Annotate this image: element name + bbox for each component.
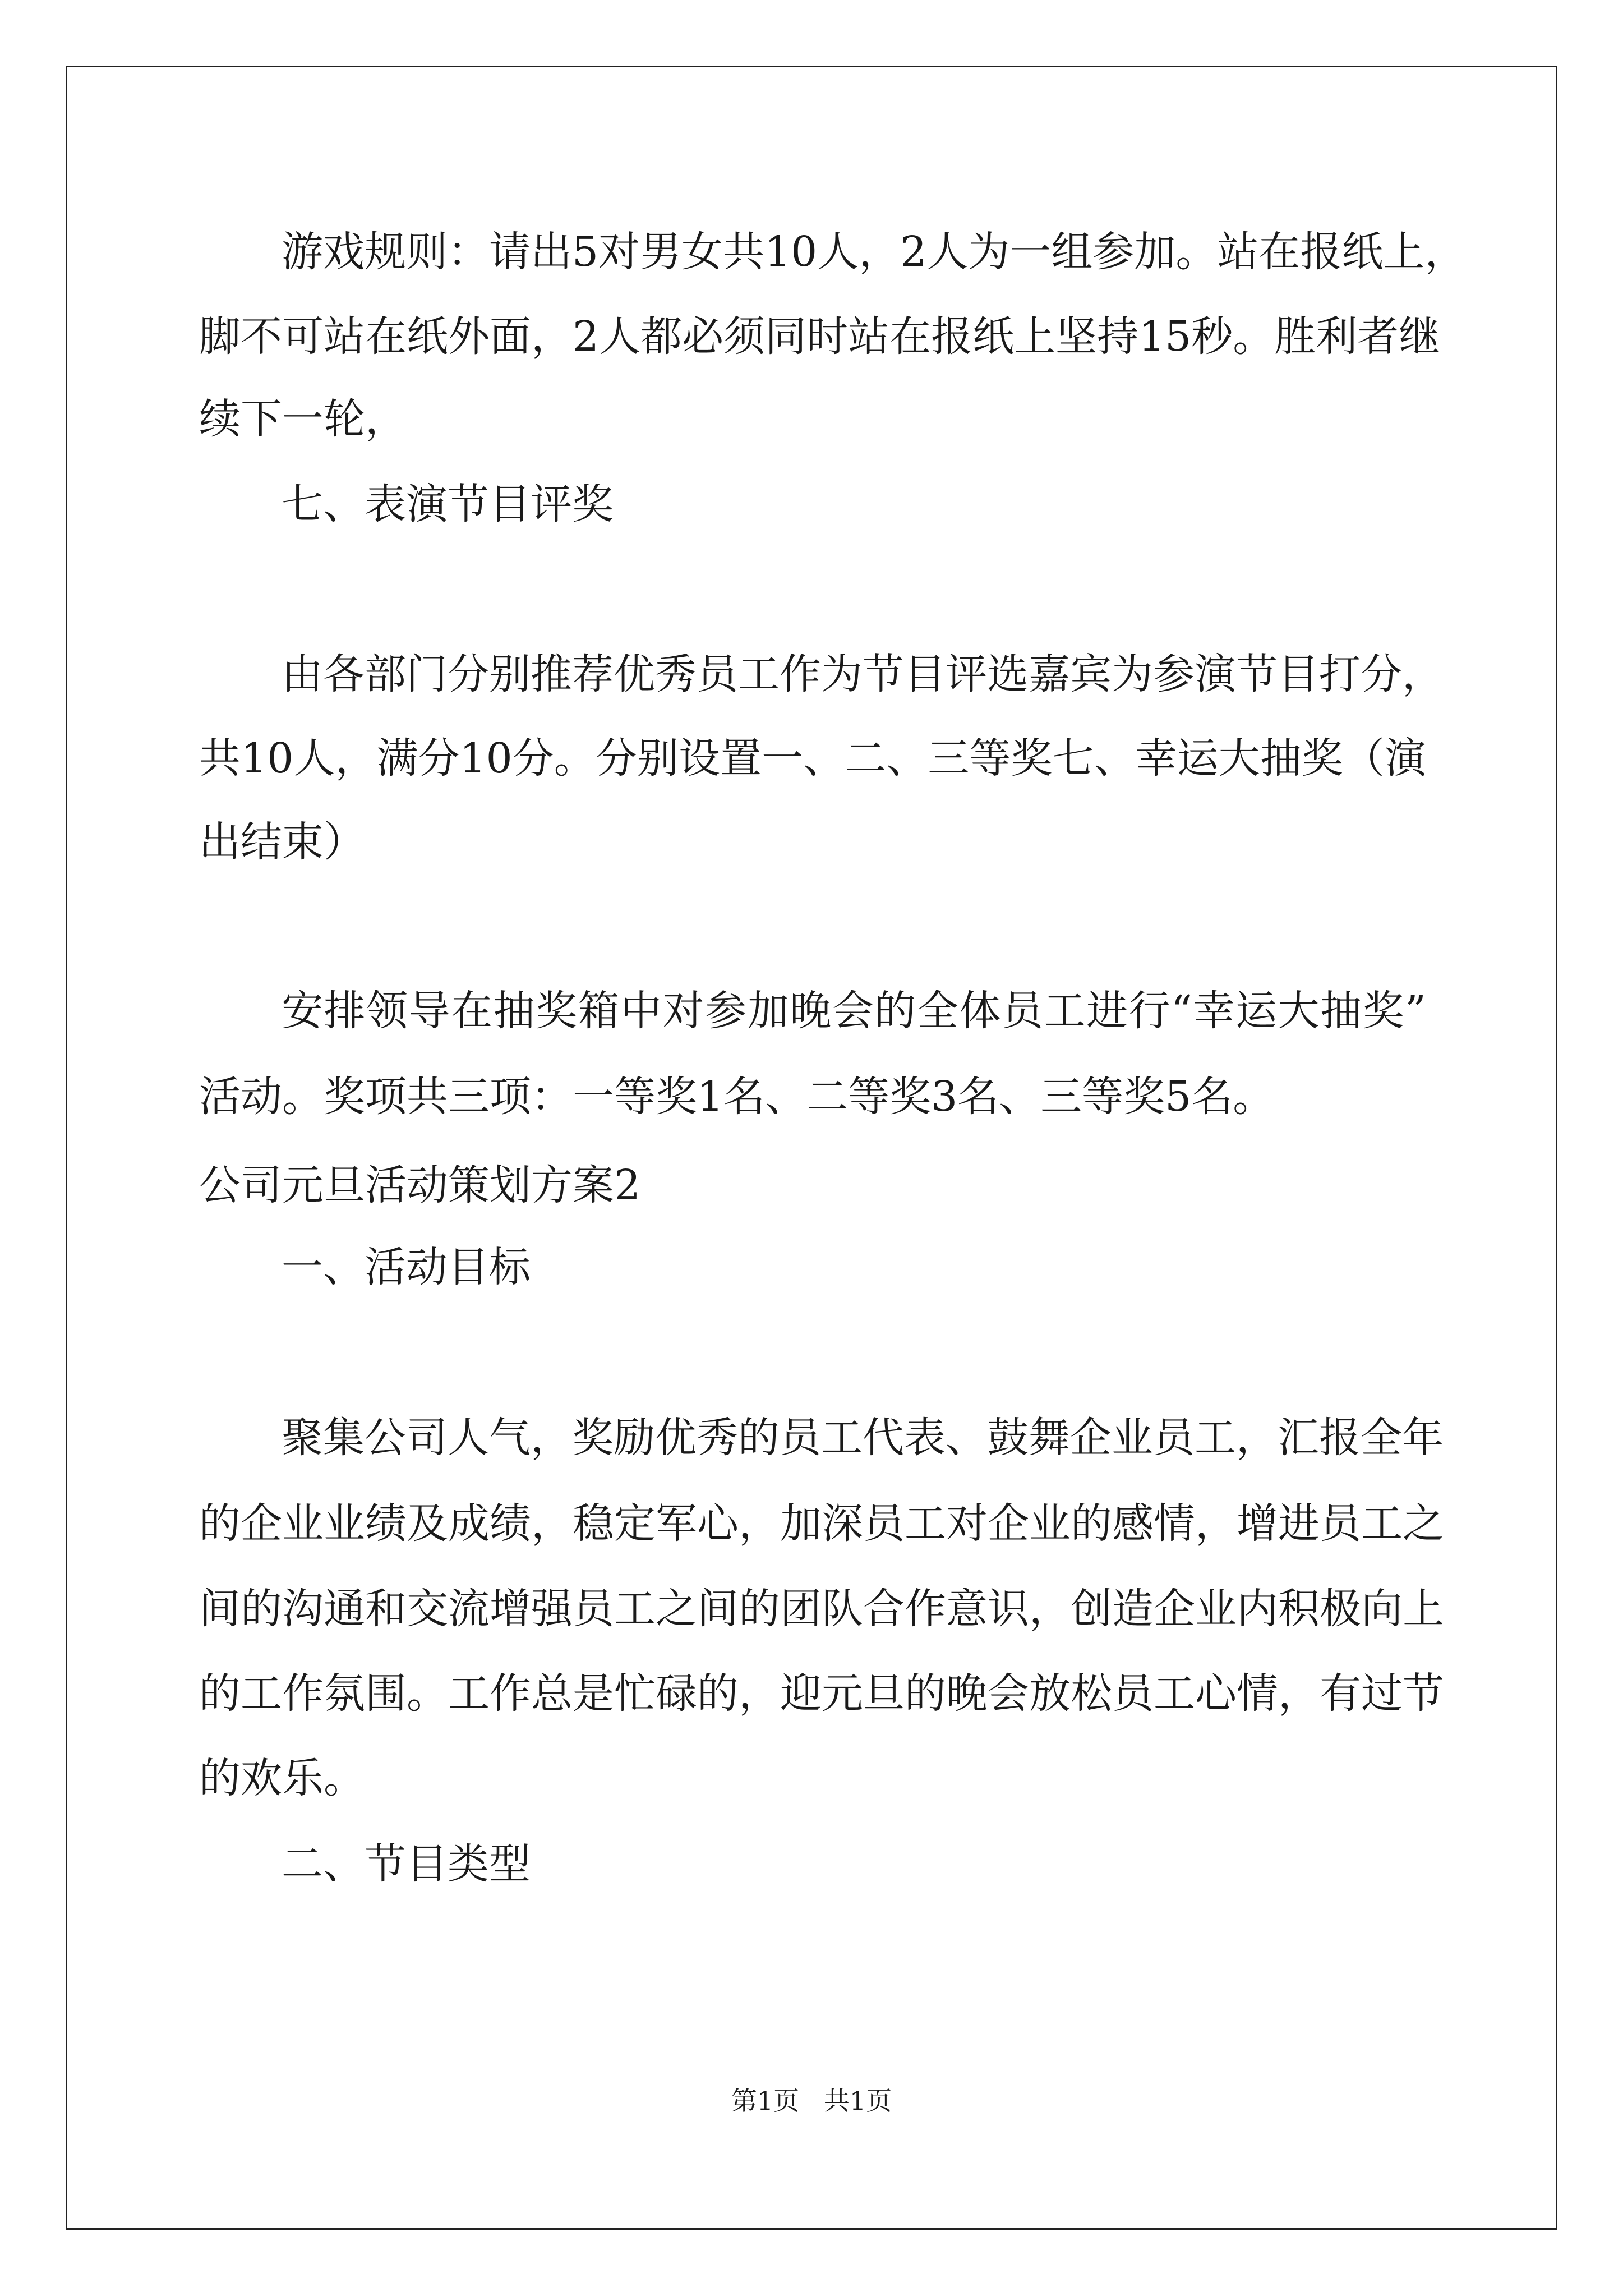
paragraph-line: 由各部门分别推荐优秀员工作为节目评选嘉宾为参演节目打分， — [282, 650, 1444, 698]
section-heading: 二、节目类型 — [282, 1840, 531, 1888]
paragraph-line: 活动。奖项共三项：一等奖1名、二等奖3名、三等奖5名。 — [199, 1073, 1275, 1121]
paragraph-line: 游戏规则：请出5对男女共10人，2人为一组参加。站在报纸上， — [282, 228, 1467, 276]
page-footer: 第1页 共1页 — [731, 2086, 892, 2116]
paragraph-line: 续下一轮， — [199, 395, 407, 443]
section-heading: 七、表演节目评奖 — [282, 480, 614, 528]
paragraph-line: 出结束） — [199, 818, 365, 866]
paragraph-line: 共10人，满分10分。分别设置一、二、三等奖七、幸运大抽奖（演 — [199, 734, 1426, 783]
page-border — [66, 66, 1557, 2230]
paragraph-line: 的企业业绩及成绩，稳定军心，加深员工对企业的感情，增进员工之 — [199, 1499, 1444, 1548]
paragraph-line: 聚集公司人气，奖励优秀的员工代表、鼓舞企业员工，汇报全年 — [282, 1414, 1444, 1462]
section-heading: 一、活动目标 — [282, 1243, 531, 1291]
paragraph-line: 的欢乐。 — [199, 1754, 365, 1802]
paragraph-line: 的工作氛围。工作总是忙碌的，迎元旦的晚会放松员工心情，有过节 — [199, 1669, 1444, 1718]
paragraph-line: 脚不可站在纸外面，2人都必须同时站在报纸上坚持15秒。胜利者继 — [199, 312, 1441, 361]
paragraph-line: 间的沟通和交流增强员工之间的团队合作意识，创造企业内积极向上 — [199, 1585, 1444, 1633]
document-title: 公司元旦活动策划方案2 — [199, 1161, 641, 1209]
paragraph-line: 安排领导在抽奖箱中对参加晚会的全体员工进行“幸运大抽奖” — [282, 987, 1426, 1035]
